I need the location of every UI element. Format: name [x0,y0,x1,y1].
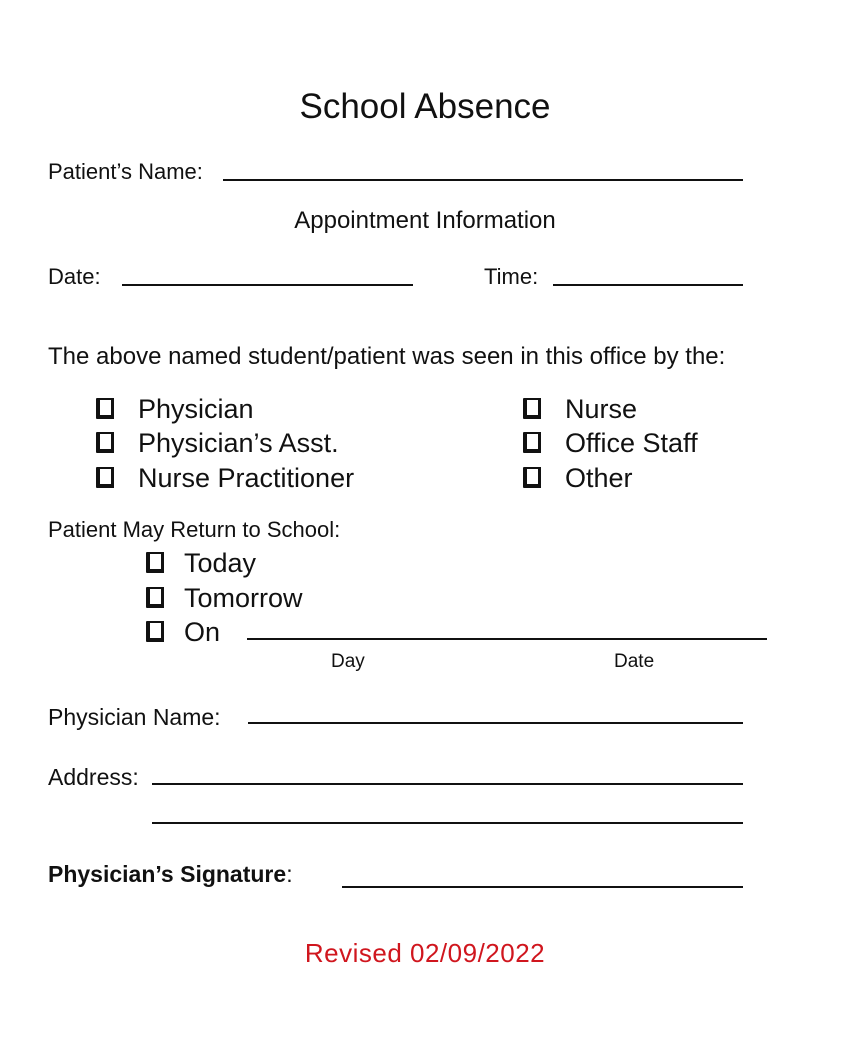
patient-name-field[interactable] [223,155,743,181]
date-sublabel: Date [614,651,655,672]
option-physician[interactable] [96,393,254,425]
checkbox-icon[interactable] [96,398,114,419]
physician-name-label: Physician Name: [48,704,221,730]
checkbox-icon[interactable] [523,398,541,419]
option-nurse-practitioner[interactable] [96,462,354,494]
checkbox-icon[interactable] [523,432,541,453]
appointment-information-heading: Appointment Information [294,207,556,234]
option-other[interactable] [523,462,633,494]
option-label: Physician’s Asst. [138,428,339,458]
option-physicians-asst[interactable] [96,427,339,459]
signature-label: Physician’s Signature [48,861,287,887]
option-label: Other [565,463,633,493]
option-label: Today [184,548,257,578]
signature-field[interactable] [342,862,743,888]
date-label: Date: [48,264,101,289]
return-option-today[interactable] [146,547,256,579]
date-field[interactable] [122,260,413,286]
day-sublabel: Day [331,651,365,672]
physician-name-field[interactable] [248,698,743,724]
option-label: Office Staff [565,428,698,458]
option-label: Physician [138,394,254,424]
seen-by-statement: The above named student/patient was seen in this office by the: [48,343,726,370]
option-label: Nurse [565,394,638,424]
time-field[interactable] [553,260,743,286]
checkbox-icon[interactable] [96,432,114,453]
option-nurse[interactable] [523,393,637,425]
patient-name-label: Patient’s Name: [48,159,203,184]
address-line-1-field[interactable] [152,759,743,785]
return-option-on[interactable] [146,616,220,648]
return-to-school-label: Patient May Return to School: [48,517,341,542]
checkbox-icon[interactable] [523,467,541,488]
return-option-tomorrow[interactable] [146,582,303,614]
address-label: Address: [48,764,139,790]
signature-label-row [48,861,293,887]
address-line-2-field[interactable] [152,798,743,824]
revised-date-note: Revised 02/09/2022 [304,938,546,968]
time-label: Time: [484,264,539,289]
signature-colon: : [286,861,293,887]
checkbox-icon[interactable] [96,467,114,488]
return-on-date-field[interactable] [247,614,767,640]
checkbox-icon[interactable] [146,621,164,642]
option-label: Nurse Practitioner [138,463,355,493]
form-title: School Absence [299,87,551,126]
option-office-staff[interactable] [523,427,698,459]
option-label: Tomorrow [184,583,303,613]
checkbox-icon[interactable] [146,587,164,608]
option-label: On [184,617,221,647]
checkbox-icon[interactable] [146,552,164,573]
